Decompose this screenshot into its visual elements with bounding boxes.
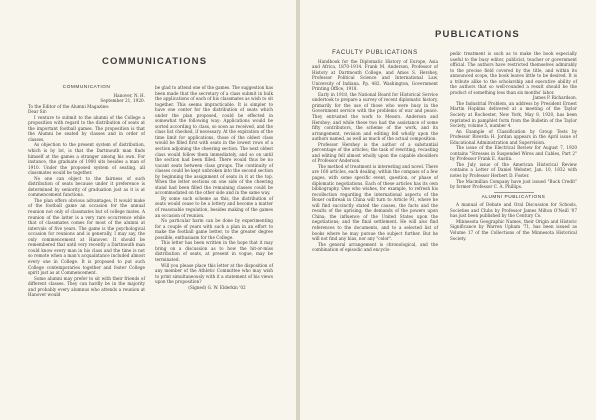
letter-date: September 21, 1920. bbox=[100, 98, 145, 104]
right-column-1 bbox=[312, 51, 438, 253]
letter-paragraph: The plan offers obvious advantages. It would make of the football game an occasion for the annual reunion not only of classmates but of college mates. A reunion of the latter is a very rare occurrence while that of classmates comes for most of the alumni at intervals of five years. The game is the psychological occasion for reunions and is generally, I may say, the only commencement at Hanover. It should be remembered that until very recently a Dartmouth man could know every man in his class and the time is not so remote when a man's acquaintance included almost every one in College. It is proposed to put such College contemporaries together and foster College spirit just as at Commencement. bbox=[28, 197, 145, 276]
faculty-publications-subheader: FACULTY PUBLICATIONS bbox=[332, 50, 418, 56]
publications-header: PUBLICATIONS bbox=[435, 29, 520, 40]
letter-paragraph: I venture to submit to the alumni of the College a proposition with regard to the distribution of seats at the important football games. The proposition is that the Alumni be seated by classes and in order of classes. bbox=[28, 114, 145, 142]
publication-entry: Handbook for the Diplomatic History of Europe, Asia and Africa, 1870-1914. Frank M. Anderson, Professor of History at Dartmouth College, and Amos S. Hershey, Professor Political Science and International Law, University of Indiana. Pp. 482. Washington, Government Printing Office, 1918. bbox=[312, 58, 438, 92]
publication-note: The Macmillan Company have just issued "Buck Credit" by former Professor C. A. Phillips. bbox=[450, 178, 577, 190]
publication-note: The issue of the Electrical Review for August 7, 1920 contains "Stresses in Suspended Wires and Cables, Part 2" by Professor Frank E. Austin. bbox=[450, 145, 577, 162]
left-column-2 bbox=[155, 85, 273, 290]
letter-paragraph: This letter has been written in the hope that it may bring on a discussion as to how the hit-or-miss distribution of seats, at present in vogue, may be terminated. bbox=[155, 240, 273, 262]
letter-paragraph: be glad to attend one of the games. The suggestion has been made that the secretary of a class submit in bulk the applications of each of his classmates as wish to sit together. This seems impracticable. It is simpler to have one center for the distribution of seats which under the plan proposed, could be effected in somewhat the following way: Applications would be sorted according to class, so soon as received, and the class list checked, if necessary. At the expiration of the time limit for applications, those of the oldest class would be filled first with seats in the lowest rows of a section adjoining the cheering section. The next oldest class would follow them immediately, and so on until the section had been filled. There would thus be no vacant seats between class groups. The continuity of classes could be kept unbroken into the second section by beginning the assignment of seats in it at the top. When the letter sections on one side of the cheering stand had been filled the remaining classes could be accommodated on the other side and in the same way. bbox=[155, 85, 273, 196]
right-column-2 bbox=[450, 51, 577, 241]
alumni-publications-subheader: ALUMNI PUBLICATIONS bbox=[481, 194, 546, 200]
review-signature: James P. Richardson. bbox=[532, 95, 577, 101]
letter-salutation: Dear Sir: bbox=[28, 109, 48, 115]
letter-paragraph: No one can object to the fairness of such distribution of seats because under it preference is determined by seniority of graduation just as it is at commencement functions. bbox=[28, 175, 145, 198]
review-paragraph: The general arrangement is chronological, and the combination of episodic and encyclo- bbox=[312, 241, 438, 253]
publication-note: Minnesota Geographic Names, their Origin and Historic Significance by Warren Upham '71, has been issued as Volume 17 of the Collections of the Minnesota Historical Society. bbox=[450, 218, 577, 241]
left-column-1 bbox=[28, 85, 145, 298]
communications-header: COMMUNICATIONS bbox=[102, 56, 208, 67]
letter-paragraph: As objection to the present system of distribution, which is by lot, is that the Dartmouth man finds himself at the games a stranger among his own. For instance, the graduate of 1900 sits besides a man of 1910. Under the proposed system of seating, all classmates would be together. bbox=[28, 142, 145, 176]
communication-subheader: COMMUNICATION bbox=[62, 85, 111, 90]
left-page bbox=[0, 0, 296, 420]
letter-recipient: To the Editor of the Alumni Magazine: bbox=[28, 103, 110, 109]
right-page bbox=[300, 0, 596, 420]
publication-note: A manual of Debate and Oral Discussion for Schools, Societies and Clubs by Professor James Milton O'Neill '07 has just been published by the Century Co. bbox=[450, 202, 577, 219]
review-paragraph: The method of treatment is interesting and novel. There are 160 articles, each dealing, within the compass of a few pages, with some specific event, question, or phase of diplomatic negotiations. Each of these articles has its own bibliography. One who wishes, for example, to refresh his recollection regarding the international aspects of the Boxer outbreak in China will turn to Article 91, where he will find succinctly stated the causes, the facts and the results of the uprising; the demands of the powers upon China; the influence of the United States upon the negotiations; and the final settlement. He will also find references to the documents, and to a selected list of books where he may pursue the subject further. But he will not find any bias, nor any "color". bbox=[312, 163, 438, 242]
letter-paragraph: Some alumni may prefer to sit with their friends of different classes. They can hardly be in the majority and probably every alumnus who attends a reunion at Hanover would bbox=[28, 275, 145, 298]
letter-signature: (Signed) G. W. Elderkin '02 bbox=[188, 284, 246, 290]
review-paragraph: Early in 1918, the National Board for Historical Service undertook to prepare a survey of recent diplomatic history, primarily for the use of those who were busy in the Government service with the problems of war and peace. They entrusted the work to Messrs. Anderson and Hershey; and while these two had the assistance of some fifty contributors, the scheme of the work, and its arrangement, revision and editing fell wholly upon the authors named, as well as much of the actual composition. bbox=[312, 91, 438, 142]
review-paragraph: Professor Hershey is the author of a substantial percentage of the articles; the task of rewriting, recasting and editing fell almost wholly upon the capable shoulders of Professor Anderson. bbox=[312, 141, 438, 164]
letter-paragraph: By some such scheme as this, the distribution of seats would cease to be a lottery and become a matter of reasonable regulation, besides making of the games an occasion of reunion. bbox=[155, 195, 273, 218]
letter-place: Hanover, N. H. bbox=[113, 92, 145, 98]
review-paragraph: pedic treatment is such as to make the book especially useful to the busy editor, publicist, teacher or government official. The authors have restricted themselves admirably to the precise field covered by the title, and within its announced scope, the book leaves little to be desired. It is a tribute alike to the scholarship and executive ability of the authors that so well-rounded a result should be the product of something less than six months' labor. bbox=[450, 51, 577, 95]
publication-note: An Example of Classification by Group Tests by Professor Riverda H. Jordan appears in the April issue of Educational Administration and Supervision. bbox=[450, 128, 577, 145]
publication-note: The Industrial Problem, an address by President Ernest Martin Hopkins delivered at a meeting of the Taylor Society at Rochester, New York, May 8, 1920, has been reprinted in pamphlet form from the Bulletin of the Taylor Society, volume 5, number 4. bbox=[450, 100, 577, 129]
letter-paragraph: Will you please place this letter at the disposition of any member of the Athletic Committee who may wish to print simultaneously with it a statement of his views upon the proposition? bbox=[155, 262, 273, 285]
letter-paragraph: No particular harm can be done by experimenting for a couple of years with such a plan in an effort to make the football game better, to the greater degree possible, enthusiasm for the College. bbox=[155, 218, 273, 240]
publication-note: The July issue of the American Historical Review contains a Letter of Daniel Webster, Jan. 10, 1832 with notes by Professor Herbert D. Foster. bbox=[450, 161, 577, 179]
section-divider bbox=[494, 192, 534, 193]
